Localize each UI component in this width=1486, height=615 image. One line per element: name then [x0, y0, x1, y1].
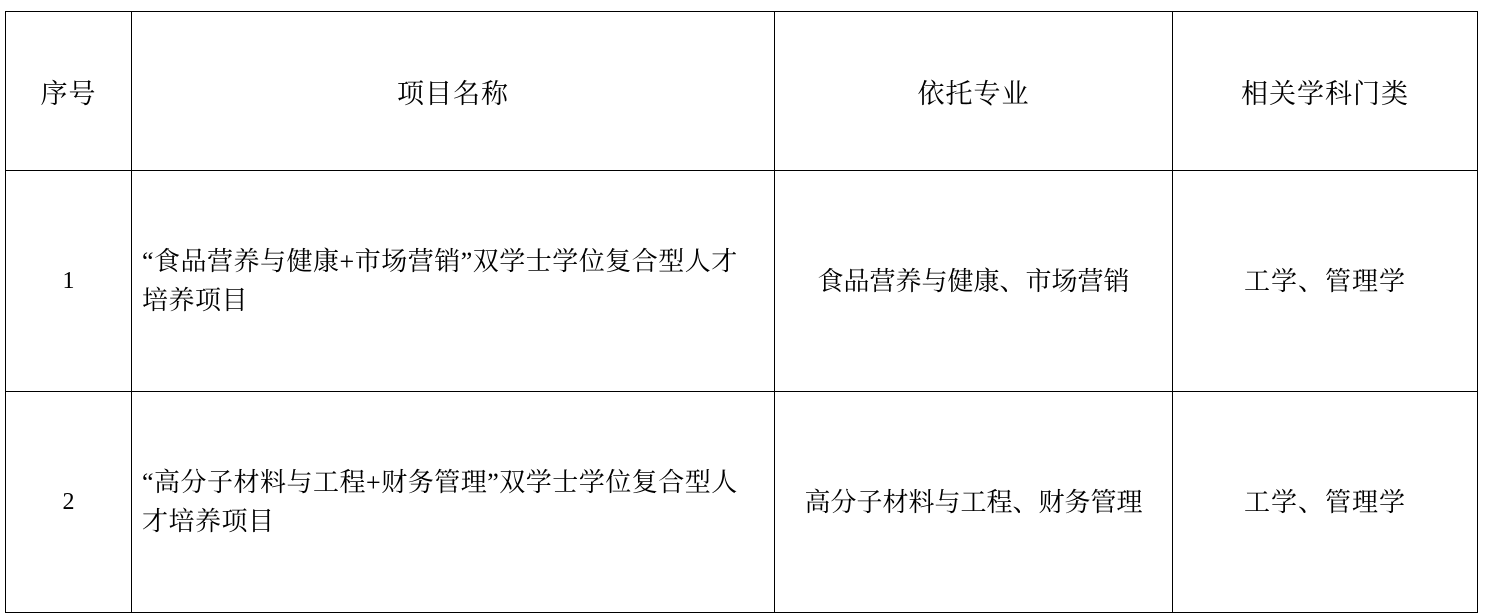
column-header-supporting-major: 依托专业	[775, 12, 1173, 171]
cell-supporting-major: 高分子材料与工程、财务管理	[775, 392, 1173, 613]
table-header-row	[6, 12, 1478, 171]
table-body	[6, 171, 1478, 613]
table-header	[6, 12, 1478, 171]
cell-project-name: “高分子材料与工程+财务管理”双学士学位复合型人才培养项目	[132, 392, 775, 613]
cell-index: 2	[6, 392, 132, 613]
cell-discipline-category: 工学、管理学	[1173, 392, 1478, 613]
projects-table	[5, 11, 1478, 613]
table-row	[6, 392, 1478, 613]
column-header-index: 序号	[6, 12, 132, 171]
column-header-project-name: 项目名称	[132, 12, 775, 171]
table-row	[6, 171, 1478, 392]
cell-index: 1	[6, 171, 132, 392]
column-header-discipline-category: 相关学科门类	[1173, 12, 1478, 171]
cell-project-name: “食品营养与健康+市场营销”双学士学位复合型人才培养项目	[132, 171, 775, 392]
cell-discipline-category: 工学、管理学	[1173, 171, 1478, 392]
cell-supporting-major: 食品营养与健康、市场营销	[775, 171, 1173, 392]
document-page	[0, 11, 1486, 615]
